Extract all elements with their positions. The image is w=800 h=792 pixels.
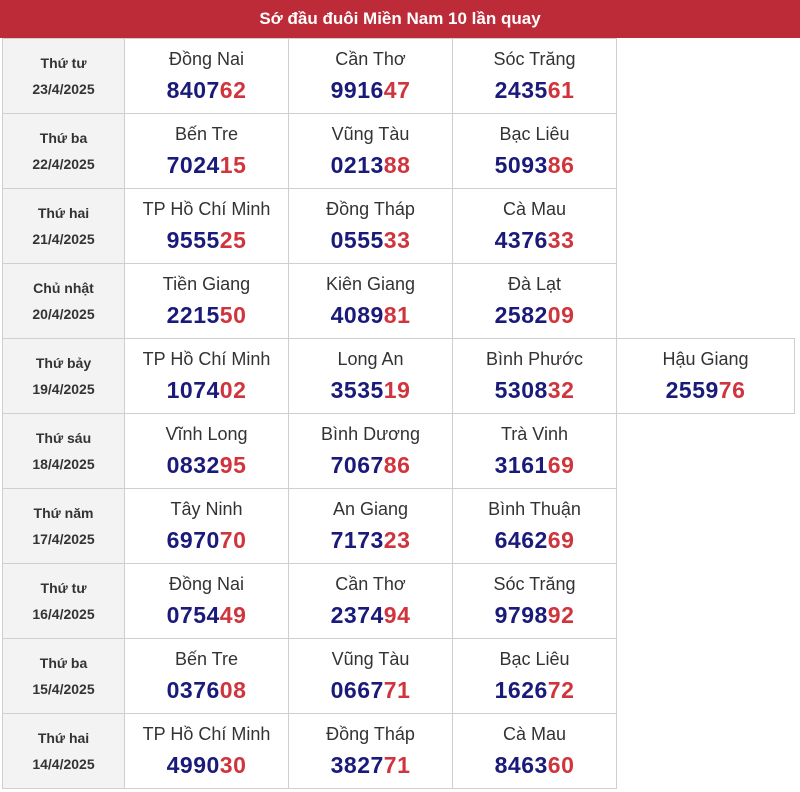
prize-number (453, 525, 616, 555)
number-tail-digits: 81 (383, 302, 411, 328)
number-head-digits: 1074 (166, 377, 220, 403)
number-tail-digits: 70 (219, 527, 247, 553)
province-name: Sóc Trăng (493, 49, 576, 69)
province-name: Trà Vinh (500, 424, 569, 444)
province-name: Đồng Tháp (326, 199, 415, 219)
province-name: Hậu Giang (662, 349, 749, 369)
table-row (3, 639, 795, 714)
weekday-label: Thứ sáu (35, 430, 92, 446)
day-cell (3, 114, 125, 189)
prize-cell (125, 489, 289, 564)
prize-cell (125, 189, 289, 264)
province-name: Bạc Liêu (499, 124, 570, 144)
prize-number (289, 675, 452, 705)
date-label: 22/4/2025 (32, 156, 95, 172)
province-name: Bình Dương (321, 424, 420, 444)
number-tail-digits: 19 (383, 377, 411, 403)
day-cell (3, 489, 125, 564)
prize-number (617, 375, 794, 405)
number-head-digits: 4089 (330, 302, 384, 328)
prize-number (125, 300, 288, 330)
number-tail-digits: 08 (219, 677, 247, 703)
province-name: Cà Mau (502, 724, 567, 744)
number-tail-digits: 15 (219, 152, 247, 178)
province-name: Tây Ninh (170, 499, 243, 519)
number-head-digits: 2559 (665, 377, 719, 403)
day-cell (3, 39, 125, 114)
table-row (3, 339, 795, 414)
results-table (2, 38, 795, 789)
number-head-digits: 2582 (494, 302, 548, 328)
prize-number (453, 75, 616, 105)
prize-cell (453, 564, 617, 639)
prize-cell (617, 339, 795, 414)
number-head-digits: 8463 (494, 752, 548, 778)
day-cell (3, 714, 125, 789)
number-tail-digits: 23 (383, 527, 411, 553)
province-name: Kiên Giang (325, 274, 416, 294)
number-tail-digits: 86 (547, 152, 575, 178)
empty-cell (617, 489, 795, 564)
prize-cell (125, 339, 289, 414)
weekday-label: Chủ nhật (33, 280, 94, 296)
province-name: Bình Thuận (488, 499, 581, 519)
number-head-digits: 0667 (330, 677, 384, 703)
number-head-digits: 4990 (166, 752, 220, 778)
number-tail-digits: 71 (383, 677, 411, 703)
prize-number (125, 375, 288, 405)
prize-cell (125, 414, 289, 489)
prize-number (125, 150, 288, 180)
number-head-digits: 0555 (330, 227, 384, 253)
empty-cell (617, 264, 795, 339)
prize-number (453, 150, 616, 180)
table-row (3, 114, 795, 189)
prize-cell (453, 639, 617, 714)
weekday-label: Thứ bảy (35, 355, 92, 371)
prize-number (125, 75, 288, 105)
day-cell (3, 564, 125, 639)
day-cell (3, 414, 125, 489)
province-name: Bến Tre (174, 649, 239, 669)
number-head-digits: 6970 (166, 527, 220, 553)
table-row (3, 39, 795, 114)
prize-cell (125, 714, 289, 789)
prize-cell (453, 414, 617, 489)
prize-cell (289, 714, 453, 789)
number-head-digits: 9798 (494, 602, 548, 628)
number-tail-digits: 72 (547, 677, 575, 703)
empty-cell (617, 639, 795, 714)
number-head-digits: 7024 (166, 152, 220, 178)
province-name: Đồng Tháp (326, 724, 415, 744)
number-head-digits: 0754 (166, 602, 220, 628)
prize-number (289, 75, 452, 105)
date-label: 19/4/2025 (32, 381, 95, 397)
number-head-digits: 1626 (494, 677, 548, 703)
number-tail-digits: 02 (219, 377, 247, 403)
prize-number (125, 525, 288, 555)
prize-number (453, 600, 616, 630)
prize-cell (125, 264, 289, 339)
number-head-digits: 5308 (494, 377, 548, 403)
prize-number (125, 675, 288, 705)
number-head-digits: 5093 (494, 152, 548, 178)
province-name: Tiền Giang (162, 274, 251, 294)
prize-number (289, 525, 452, 555)
prize-cell (453, 114, 617, 189)
prize-number (289, 600, 452, 630)
prize-cell (289, 264, 453, 339)
day-cell (3, 339, 125, 414)
number-head-digits: 3535 (330, 377, 384, 403)
prize-cell (453, 264, 617, 339)
province-name: Sóc Trăng (493, 574, 576, 594)
number-tail-digits: 94 (383, 602, 411, 628)
weekday-label: Thứ năm (33, 505, 94, 521)
prize-number (125, 450, 288, 480)
table-row (3, 489, 795, 564)
number-tail-digits: 69 (547, 527, 575, 553)
empty-cell (617, 414, 795, 489)
number-tail-digits: 47 (383, 77, 411, 103)
table-row (3, 264, 795, 339)
prize-number (453, 300, 616, 330)
weekday-label: Thứ ba (39, 655, 88, 671)
empty-cell (617, 714, 795, 789)
province-name: Đồng Nai (168, 49, 245, 69)
prize-number (453, 675, 616, 705)
prize-number (125, 225, 288, 255)
number-tail-digits: 69 (547, 452, 575, 478)
number-tail-digits: 95 (219, 452, 247, 478)
date-label: 21/4/2025 (32, 231, 95, 247)
number-head-digits: 2215 (166, 302, 220, 328)
prize-cell (125, 114, 289, 189)
number-tail-digits: 32 (547, 377, 575, 403)
prize-cell (453, 189, 617, 264)
number-head-digits: 0376 (166, 677, 220, 703)
prize-number (125, 600, 288, 630)
empty-cell (617, 39, 795, 114)
prize-number (289, 450, 452, 480)
province-name: Vũng Tàu (331, 124, 410, 144)
number-tail-digits: 25 (219, 227, 247, 253)
prize-number (125, 750, 288, 780)
province-name: Đồng Nai (168, 574, 245, 594)
number-head-digits: 8407 (166, 77, 220, 103)
province-name: Vĩnh Long (165, 424, 248, 444)
province-name: Đà Lạt (507, 274, 562, 294)
number-head-digits: 9916 (330, 77, 384, 103)
date-label: 18/4/2025 (32, 456, 95, 472)
day-cell (3, 189, 125, 264)
weekday-label: Thứ tư (40, 580, 87, 596)
prize-cell (289, 639, 453, 714)
number-tail-digits: 50 (219, 302, 247, 328)
number-head-digits: 0213 (330, 152, 384, 178)
prize-cell (453, 39, 617, 114)
prize-cell (125, 39, 289, 114)
day-cell (3, 639, 125, 714)
number-tail-digits: 30 (219, 752, 247, 778)
table-row (3, 189, 795, 264)
number-head-digits: 3827 (330, 752, 384, 778)
prize-number (289, 375, 452, 405)
prize-cell (289, 414, 453, 489)
number-head-digits: 2374 (330, 602, 384, 628)
empty-cell (617, 114, 795, 189)
number-head-digits: 0832 (166, 452, 220, 478)
number-tail-digits: 60 (547, 752, 575, 778)
empty-cell (617, 189, 795, 264)
prize-number (289, 300, 452, 330)
number-tail-digits: 49 (219, 602, 247, 628)
page-title: Sớ đầu đuôi Miền Nam 10 lần quay (0, 0, 800, 38)
province-name: TP Hồ Chí Minh (142, 199, 271, 219)
table-row (3, 414, 795, 489)
weekday-label: Thứ tư (40, 55, 87, 71)
prize-number (289, 150, 452, 180)
number-head-digits: 6462 (494, 527, 548, 553)
number-tail-digits: 92 (547, 602, 575, 628)
table-row (3, 714, 795, 789)
date-label: 20/4/2025 (32, 306, 95, 322)
prize-number (453, 750, 616, 780)
number-head-digits: 3161 (494, 452, 548, 478)
prize-cell (289, 564, 453, 639)
prize-cell (453, 339, 617, 414)
number-tail-digits: 33 (383, 227, 411, 253)
number-tail-digits: 71 (383, 752, 411, 778)
number-head-digits: 4376 (494, 227, 548, 253)
prize-cell (125, 564, 289, 639)
number-tail-digits: 88 (383, 152, 411, 178)
province-name: Bình Phước (486, 349, 583, 369)
date-label: 14/4/2025 (32, 756, 95, 772)
prize-cell (453, 714, 617, 789)
empty-cell (617, 564, 795, 639)
prize-number (453, 450, 616, 480)
number-head-digits: 2435 (494, 77, 548, 103)
prize-cell (125, 639, 289, 714)
date-label: 16/4/2025 (32, 606, 95, 622)
prize-number (453, 225, 616, 255)
prize-cell (453, 489, 617, 564)
province-name: Bạc Liêu (499, 649, 570, 669)
prize-cell (289, 39, 453, 114)
province-name: An Giang (332, 499, 409, 519)
day-cell (3, 264, 125, 339)
number-tail-digits: 86 (383, 452, 411, 478)
weekday-label: Thứ hai (37, 205, 90, 221)
province-name: Cần Thơ (335, 574, 406, 594)
number-tail-digits: 33 (547, 227, 575, 253)
number-tail-digits: 61 (547, 77, 575, 103)
province-name: Cà Mau (502, 199, 567, 219)
prize-number (289, 225, 452, 255)
number-head-digits: 9555 (166, 227, 220, 253)
province-name: Cần Thơ (335, 49, 406, 69)
number-head-digits: 7067 (330, 452, 384, 478)
province-name: TP Hồ Chí Minh (142, 349, 271, 369)
date-label: 15/4/2025 (32, 681, 95, 697)
prize-cell (289, 489, 453, 564)
number-head-digits: 7173 (330, 527, 384, 553)
date-label: 23/4/2025 (32, 81, 95, 97)
weekday-label: Thứ ba (39, 130, 88, 146)
prize-cell (289, 189, 453, 264)
number-tail-digits: 09 (547, 302, 575, 328)
province-name: Vũng Tàu (331, 649, 410, 669)
prize-cell (289, 114, 453, 189)
prize-number (289, 750, 452, 780)
weekday-label: Thứ hai (37, 730, 90, 746)
table-row (3, 564, 795, 639)
province-name: TP Hồ Chí Minh (142, 724, 271, 744)
province-name: Bến Tre (174, 124, 239, 144)
number-tail-digits: 62 (219, 77, 247, 103)
prize-cell (289, 339, 453, 414)
number-tail-digits: 76 (718, 377, 746, 403)
province-name: Long An (337, 349, 404, 369)
date-label: 17/4/2025 (32, 531, 95, 547)
prize-number (453, 375, 616, 405)
